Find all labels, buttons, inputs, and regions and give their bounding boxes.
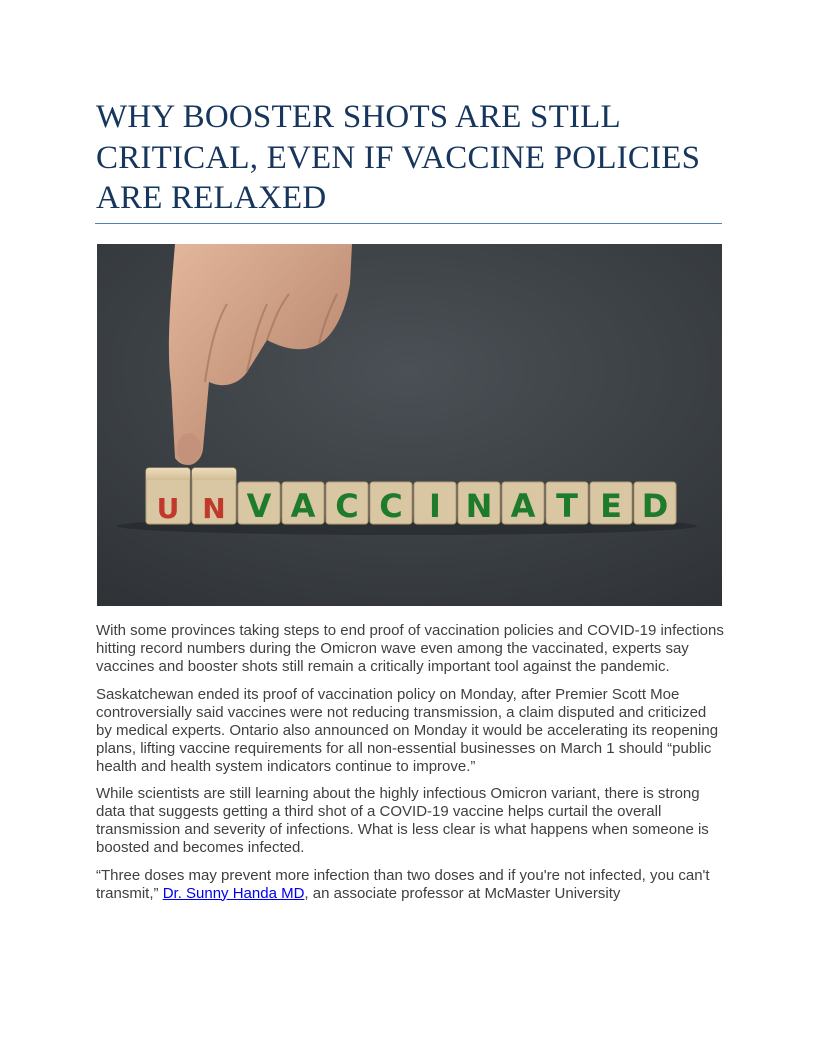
- title-line-2: CRITICAL, EVEN IF VACCINE POLICIES: [96, 139, 701, 176]
- paragraph: While scientists are still learning about the highly infectious Omicron variant, there is strong data that suggests getting a third shot of a COVID-19 vaccine helps curtail the overall transmission and severity of infections. What is less clear is what happens when someone is boosted and becomes infected.: [96, 785, 709, 856]
- article-body: [96, 622, 726, 912]
- block-letter: I: [429, 487, 441, 525]
- title-divider: [95, 223, 722, 224]
- paragraph-quote: [96, 867, 726, 903]
- paragraph: With some provinces taking steps to end proof of vaccination policies and COVID-19 infections hitting record numbers during the Omicron wave even among the vaccinated, experts say vaccines and booster shots still remain a critically important tool against the pandemic.: [96, 622, 724, 675]
- quote-text-tail: , an associate professor at McMaster University: [304, 884, 621, 902]
- block-letter: A: [510, 487, 536, 525]
- block-letter: N: [465, 487, 493, 525]
- block-letter: A: [290, 487, 316, 525]
- paragraph: Saskatchewan ended its proof of vaccination policy on Monday, after Premier Scott Moe controversially said vaccines were not reducing transmission, a claim disputed and criticized by medical experts. Ontario also announced on Monday it would be accelerating its reopening plans, lifting vaccine requirements for all non-essential businesses on March 1 should “public health and health system indicators continue to improve.”: [96, 685, 719, 775]
- block-letter: E: [600, 487, 622, 525]
- block-letter: D: [641, 487, 669, 525]
- quote-text: “Three doses may prevent more infection than two doses and if you're not infected, you can't transmit,”: [96, 866, 710, 902]
- hero-image: [97, 244, 722, 606]
- block-letter: C: [335, 487, 359, 525]
- block-letter: U: [156, 492, 180, 525]
- page-title: [96, 97, 721, 219]
- block-letter: C: [379, 487, 403, 525]
- title-line-1: WHY BOOSTER SHOTS ARE STILL: [96, 99, 621, 135]
- block-letter: N: [202, 492, 226, 525]
- author-link[interactable]: Dr. Sunny Handa MD: [162, 884, 305, 902]
- block-letter: V: [246, 487, 272, 525]
- block-letter: T: [556, 487, 578, 525]
- title-line-3: ARE RELAXED: [96, 180, 327, 216]
